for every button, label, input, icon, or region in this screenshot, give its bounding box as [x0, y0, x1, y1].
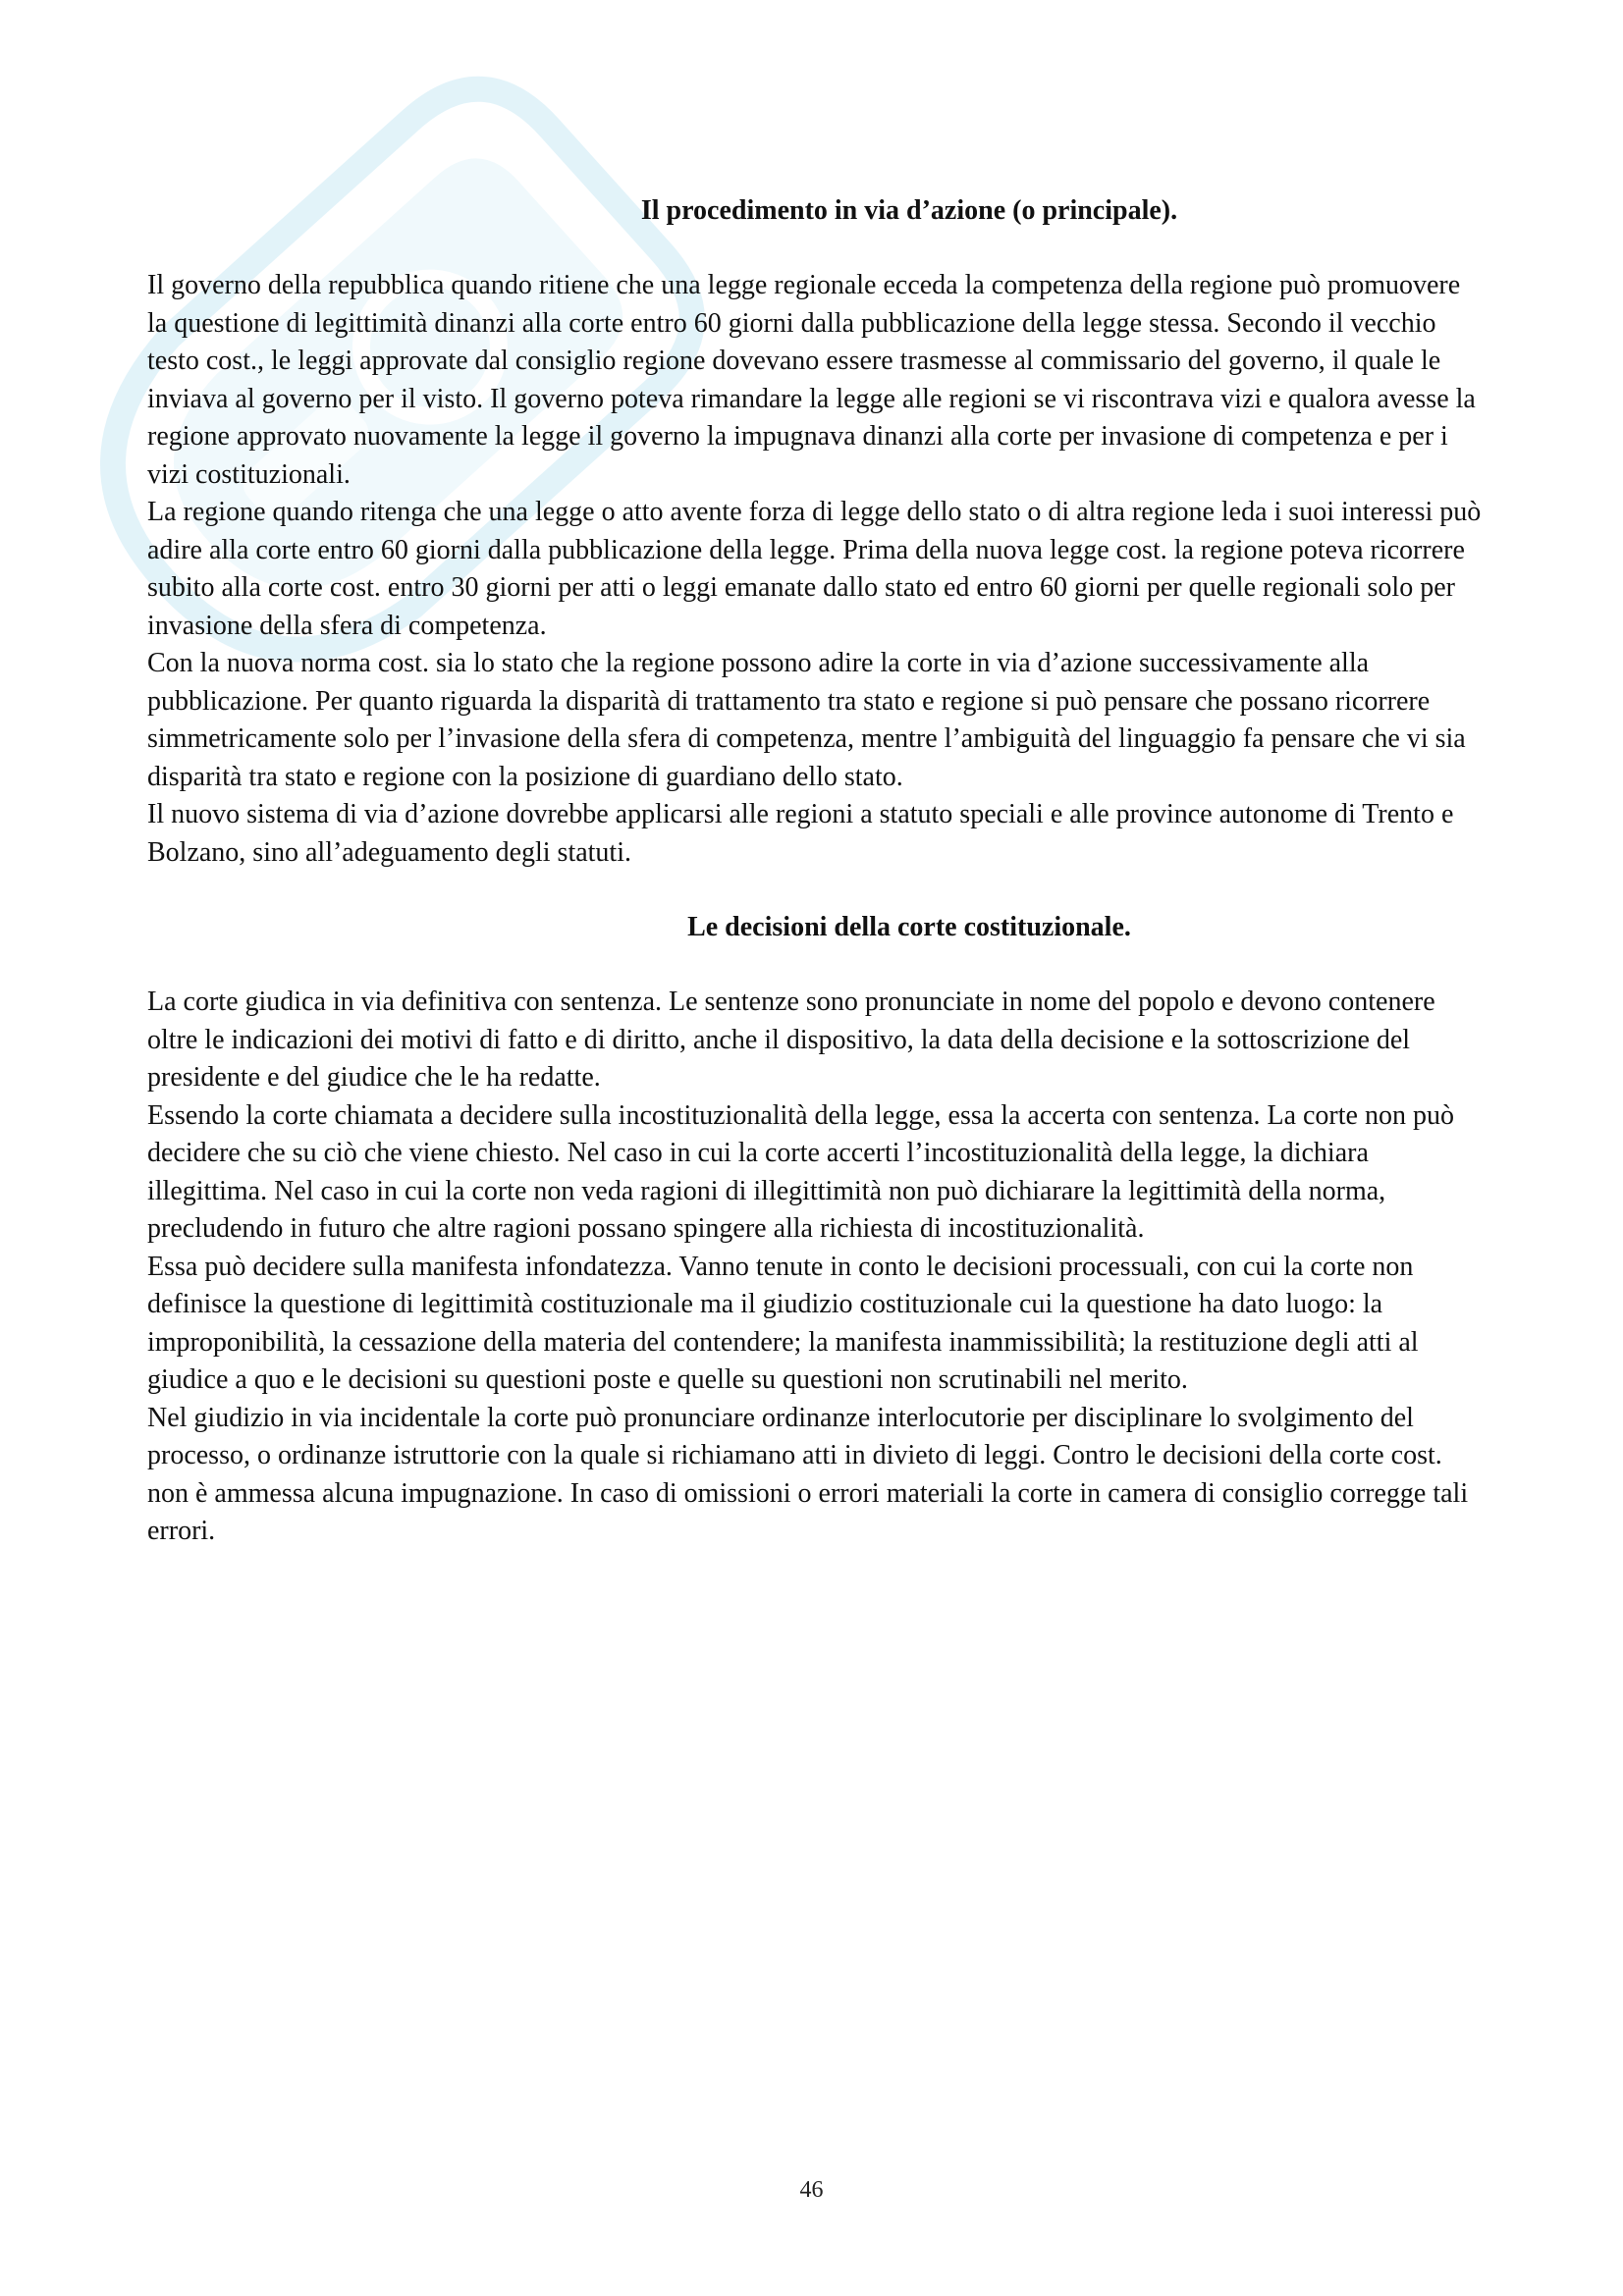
section-title-procedimento: Il procedimento in via d’azione (o principale). [640, 195, 1178, 226]
paragraph: Con la nuova norma cost. sia lo stato che la regione possono adire la corte in via d’azione successivamente alla pubblicazione. Per quanto riguarda la disparità di trattamento tra stato e regione si può pensare che possano ricorrere simmetricamente solo per l’invasione della sfera di competenza, mentre l’ambiguità del linguaggio fa pensare che vi sia disparità tra stato e regione con la posizione di guardiano dello stato. [147, 648, 1466, 792]
paragraph: Il nuovo sistema di via d’azione dovrebbe applicarsi alle regioni a statuto speciali e alle province autonome di Trento e Bolzano, sino all’adeguamento degli statuti. [147, 799, 1454, 868]
paragraph: Nel giudizio in via incidentale la corte può pronunciare ordinanze interlocutorie per disciplinare lo svolgimento del processo, o ordinanze istruttorie con la quale si richiamano atti in divieto di leggi. Contro le decisioni della corte cost. non è ammessa alcuna impugnazione. In caso di omissioni o errori materiali la corte in camera di consiglio corregge tali errori. [147, 1402, 1469, 1546]
paragraph: La regione quando ritenga che una legge o atto avente forza di legge dello stato o di altra regione leda i suoi interessi può adire alla corte entro 60 giorni dalla pubblicazione della legge. Prima della nuova legge cost. la regione poteva ricorrere subito alla corte cost. entro 30 giorni per atti o leggi emanate dallo stato ed entro 60 giorni per quelle regionali solo per invasione della sfera di competenza. [147, 497, 1482, 641]
paragraph: Il governo della repubblica quando ritiene che una legge regionale ecceda la competenza della regione può promuovere la questione di legittimità dinanzi alla corte entro 60 giorni dalla pubblicazione della legge stessa. Secondo il vecchio testo cost., le leggi approvate dal consiglio regione dovevano essere trasmesse al commissario del governo, il quale le inviava al governo per il visto. Il governo poteva rimandare la legge alle regioni se vi riscontrava vizi e qualora avesse la regione approvato nuovamente la legge il governo la impugnava dinanzi alla corte per invasione di competenza e per i vizi costituzionali. [147, 270, 1476, 490]
page-number: 46 [799, 2177, 824, 2203]
paragraph: Essendo la corte chiamata a decidere sulla incostituzionalità della legge, essa la accerta con sentenza. La corte non può decidere che su ciò che viene chiesto. Nel caso in cui la corte accerti l’incostituzionalità della legge, la dichiara illegittima. Nel caso in cui la corte non veda ragioni di illegittimità non può dichiarare la legittimità della norma, precludendo in futuro che altre ragioni possano spingere alla richiesta di incostituzionalità. [147, 1099, 1454, 1244]
document-body [147, 192, 1485, 1551]
section-title-decisioni: Le decisioni della corte costituzionale. [687, 912, 1131, 942]
paragraph: La corte giudica in via definitiva con sentenza. Le sentenze sono pronunciate in nome del popolo e devono contenere oltre le indicazioni dei motivi di fatto e di diritto, anche il dispositivo, la data della decisione e la sottoscrizione del presidente e del giudice che le ha redatte. [147, 987, 1435, 1093]
paragraph: Essa può decidere sulla manifesta infondatezza. Vanno tenute in conto le decisioni processuali, con cui la corte non definisce la questione di legittimità costituzionale ma il giudizio costituzionale cui la questione ha dato luogo: la improponibilità, la cessazione della materia del contendere; la manifesta inammissibilità; la restituzione degli atti al giudice a quo e le decisioni su questioni poste e quelle su questioni non scrutinabili nel merito. [147, 1251, 1419, 1395]
